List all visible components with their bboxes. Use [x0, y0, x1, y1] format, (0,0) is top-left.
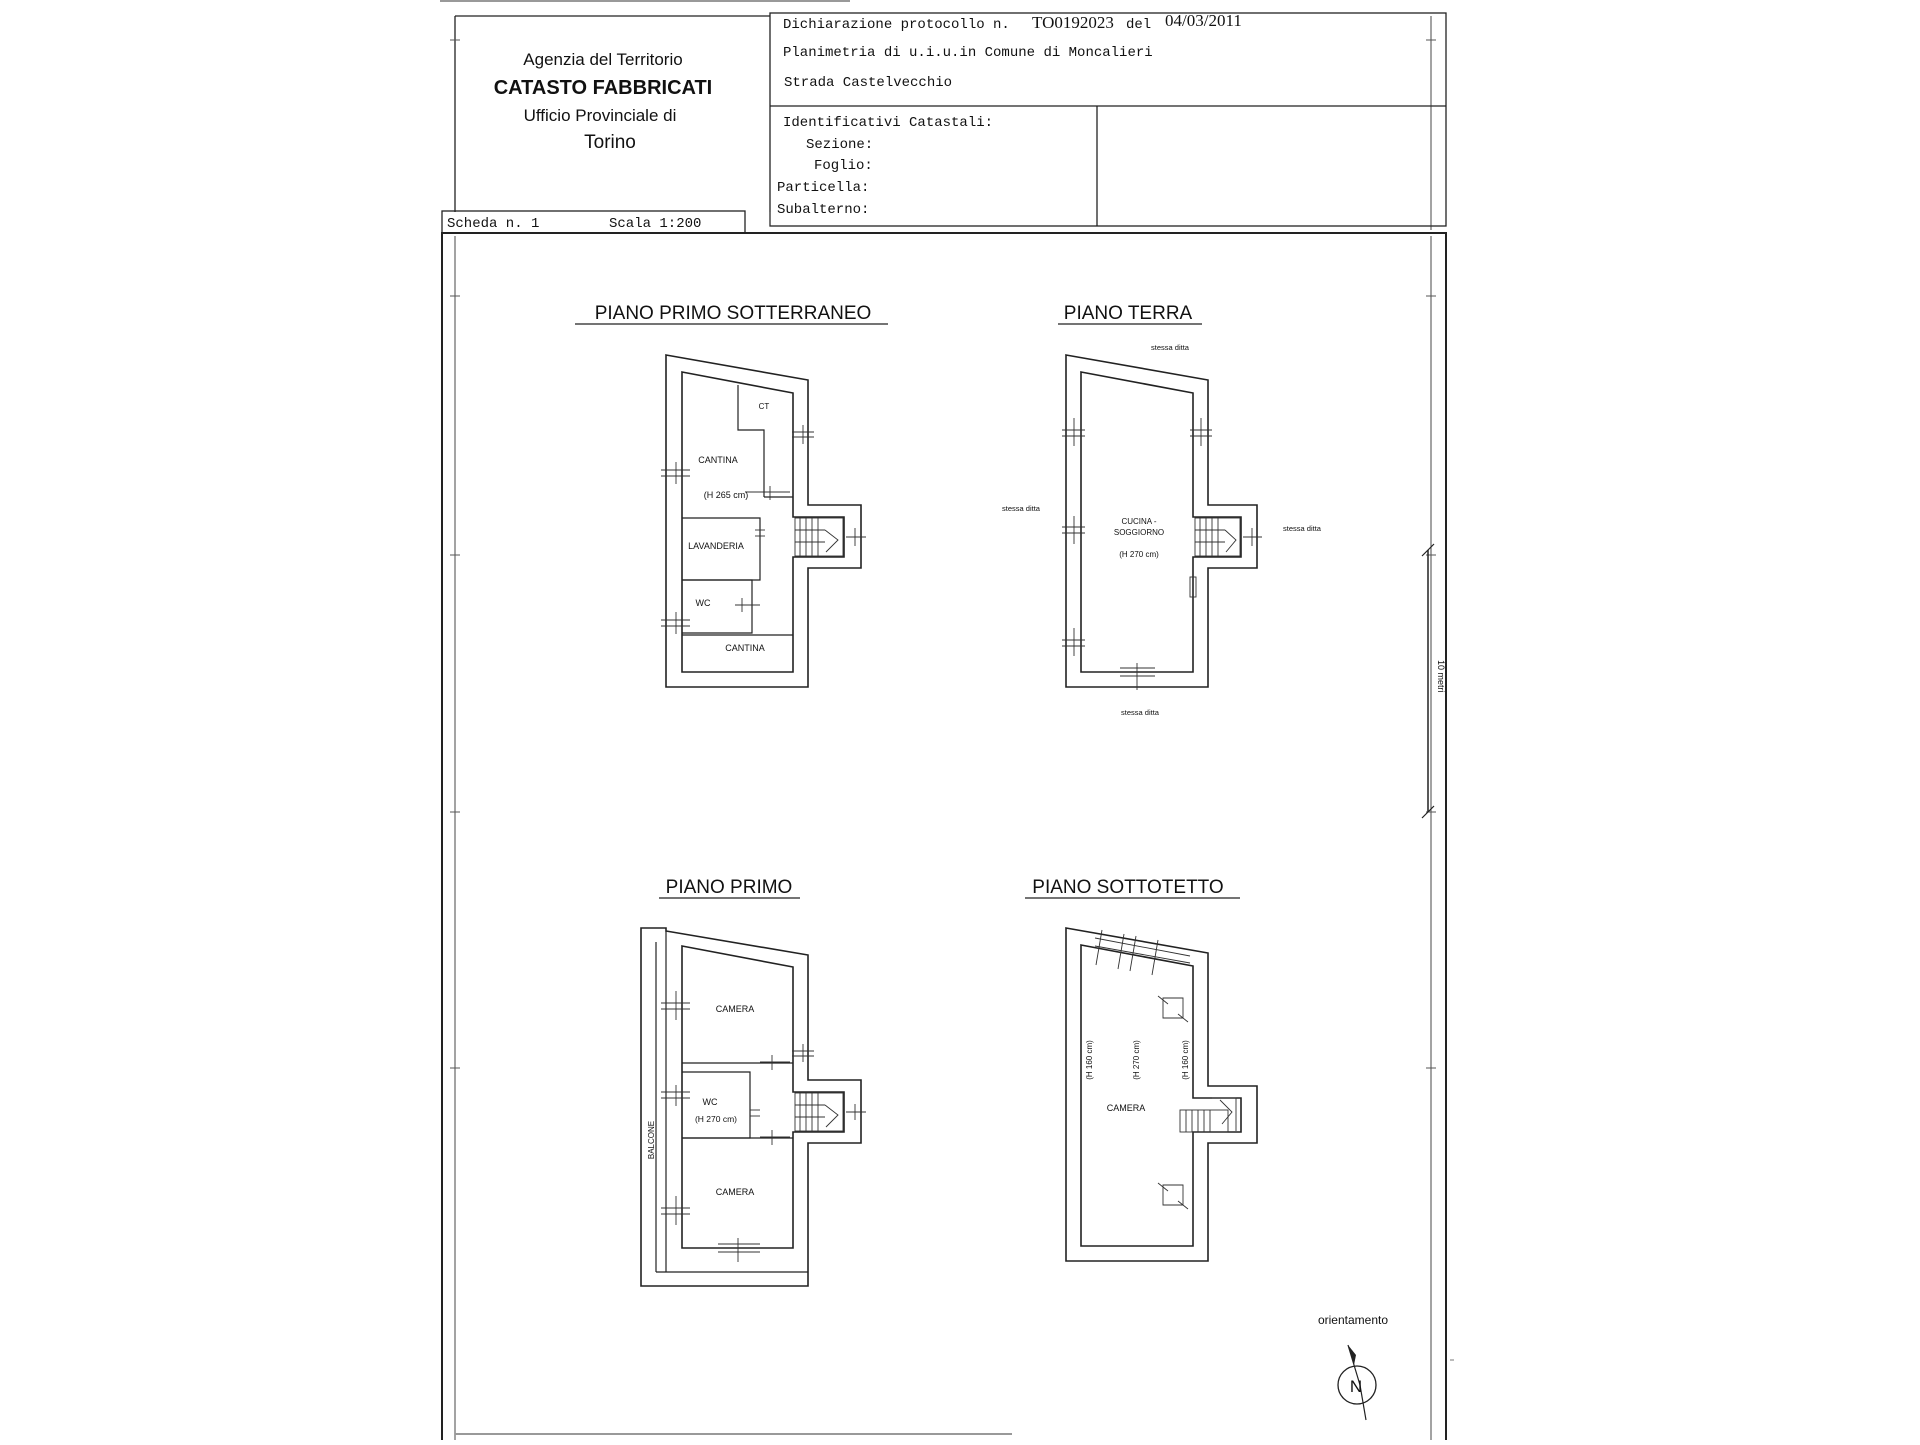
- first-camera-2: CAMERA: [715, 1187, 755, 1197]
- ground-title: PIANO TERRA: [1063, 303, 1193, 324]
- attic-title: PIANO SOTTOTETTO: [1032, 877, 1224, 898]
- city-label: Torino: [584, 132, 636, 153]
- planimetry-line: Planimetria di u.i.u.in Comune di Moncalieri: [783, 45, 1153, 61]
- office-line: Ufficio Provinciale di: [523, 106, 677, 125]
- ground-height: (H 270 cm): [1119, 550, 1159, 559]
- scale-bar: [1422, 544, 1446, 818]
- header-left-panel: [455, 16, 770, 212]
- scheda-box: [442, 211, 745, 233]
- protocol-date: 04/03/2011: [1165, 11, 1242, 30]
- basement-height: (H 265 cm): [703, 490, 749, 500]
- drawing-frame: [442, 40, 1446, 1440]
- floor-ground: [1002, 303, 1322, 717]
- ground-soggiorno: SOGGIORNO: [1113, 528, 1165, 537]
- foglio-label: Foglio:: [814, 158, 873, 174]
- scale-bar-label: 10 metri: [1436, 660, 1446, 693]
- catasto-line: CATASTO FABBRICATI: [493, 77, 713, 99]
- protocol-label: Dichiarazione protocollo n.: [783, 17, 1010, 33]
- ground-neighbour-right: stessa ditta: [1283, 524, 1321, 533]
- floor-first: [641, 877, 866, 1286]
- ground-neighbour-left: stessa ditta: [1002, 504, 1040, 513]
- ground-cucina: CUCINA -: [1121, 517, 1157, 526]
- orientation-compass: [1318, 1313, 1388, 1420]
- first-wc: WC: [702, 1097, 718, 1107]
- protocol-number: TO0192023: [1032, 13, 1114, 32]
- north-label: N: [1349, 1377, 1363, 1396]
- address-line: Strada Castelvecchio: [784, 75, 953, 91]
- basement-lavanderia: LAVANDERIA: [688, 541, 744, 551]
- floor-basement: [575, 303, 888, 687]
- protocol-date-label: del: [1126, 17, 1152, 33]
- attic-camera: CAMERA: [1106, 1103, 1146, 1113]
- floor-attic: [1025, 877, 1257, 1261]
- first-height: (H 270 cm): [694, 1114, 738, 1124]
- scheda-label: Scheda n. 1: [447, 216, 540, 232]
- basement-ct: CT: [758, 402, 770, 411]
- ground-neighbour-top: stessa ditta: [1151, 343, 1189, 352]
- attic-height-right: (H 160 cm): [1181, 1040, 1190, 1080]
- basement-title: PIANO PRIMO SOTTERRANEO: [594, 303, 872, 324]
- particella-label: Particella:: [777, 180, 870, 196]
- north-arrow-icon: [1338, 1345, 1376, 1420]
- attic-height-left: (H 160 cm): [1085, 1040, 1094, 1080]
- header-right-panel: [770, 11, 1446, 230]
- attic-height-mid: (H 270 cm): [1132, 1040, 1141, 1080]
- identifiers-heading: Identificativi Catastali:: [783, 115, 994, 131]
- basement-cantina: CANTINA: [698, 455, 738, 465]
- subalterno-label: Subalterno:: [777, 202, 870, 218]
- first-balcone: BALCONE: [647, 1120, 656, 1160]
- orientation-label: orientamento: [1317, 1313, 1389, 1327]
- first-title: PIANO PRIMO: [665, 877, 793, 898]
- agency-line: Agenzia del Territorio: [523, 50, 683, 69]
- basement-cantina-2: CANTINA: [725, 643, 765, 653]
- sezione-label: Sezione:: [806, 137, 874, 153]
- first-camera-1: CAMERA: [715, 1004, 755, 1014]
- ground-neighbour-bottom: stessa ditta: [1121, 708, 1159, 717]
- scale-label: Scala 1:200: [609, 216, 702, 232]
- basement-wc: WC: [695, 598, 711, 608]
